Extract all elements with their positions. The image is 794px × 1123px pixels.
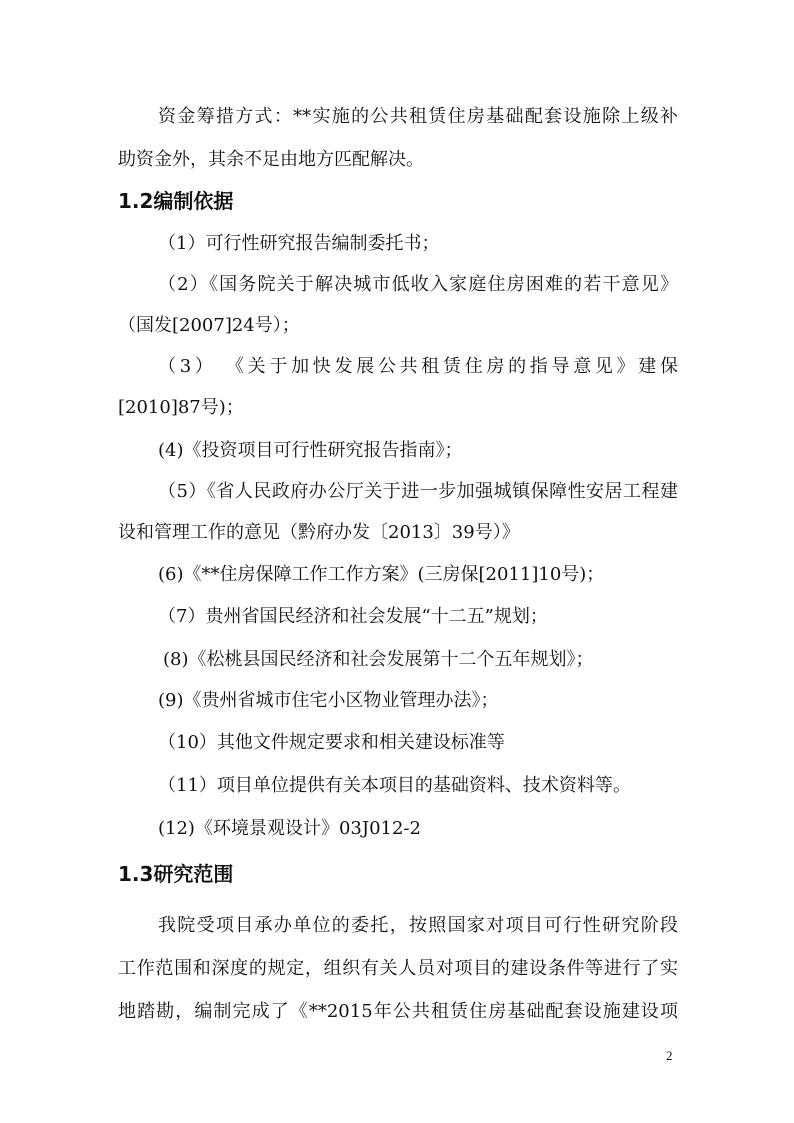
paragraph-line: 资金筹措方式：**实施的公共租赁住房基础配套设施除上级补 (158, 106, 678, 127)
list-item: （11）项目单位提供有关本项目的基础资料、技术资料等。 (158, 775, 631, 796)
list-item: (6)《**住房保障工作工作方案》(三房保[2011]10号)； (158, 564, 605, 585)
section-heading: 1.3研究范围 (118, 862, 234, 886)
paragraph-line: 我院受项目承办单位的委托，按照国家对项目可行性研究阶段 (158, 915, 678, 936)
list-item: (4)《投资项目可行性研究报告指南》； (158, 440, 463, 461)
list-item: （2）《国务院关于解决城市低收入家庭住房困难的若干意见》 (158, 274, 678, 295)
page-number: 2 (666, 1048, 673, 1063)
list-item: （7）贵州省国民经济和社会发展“十二五”规划； (158, 606, 548, 627)
list-item: （5）《省人民政府办公厅关于进一步加强城镇保障性安居工程建 (158, 481, 678, 502)
list-item-continuation: （国发[2007]24号）； (118, 315, 300, 336)
paragraph-line: 工作范围和深度的规定，组织有关人员对项目的建设条件等进行了实 (118, 958, 678, 979)
list-item-continuation: [2010]87号)； (118, 397, 244, 418)
list-item: (9)《贵州省城市住宅小区物业管理办法》； (158, 690, 499, 711)
list-item: (8)《松桃县国民经济和社会发展第十二个五年规划》； (163, 649, 594, 670)
paragraph-line: 地踏勘，编制完成了《**2015年公共租赁住房基础配套设施建设项 (118, 1001, 678, 1022)
list-item: （1）可行性研究报告编制委托书； (158, 233, 440, 254)
list-item: (12)《环境景观设计》03J012-2 (158, 818, 421, 839)
paragraph-line: 助资金外，其余不足由地方匹配解决。 (118, 149, 424, 170)
list-item-continuation: 设和管理工作的意见（黔府办发〔2013〕39号）》 (118, 522, 520, 543)
list-item: （3） 《关于加快发展公共租赁住房的指导意见》建保 (158, 356, 678, 377)
section-heading: 1.2编制依据 (118, 189, 234, 213)
list-item: （10）其他文件规定要求和相关建设标准等 (158, 732, 505, 753)
